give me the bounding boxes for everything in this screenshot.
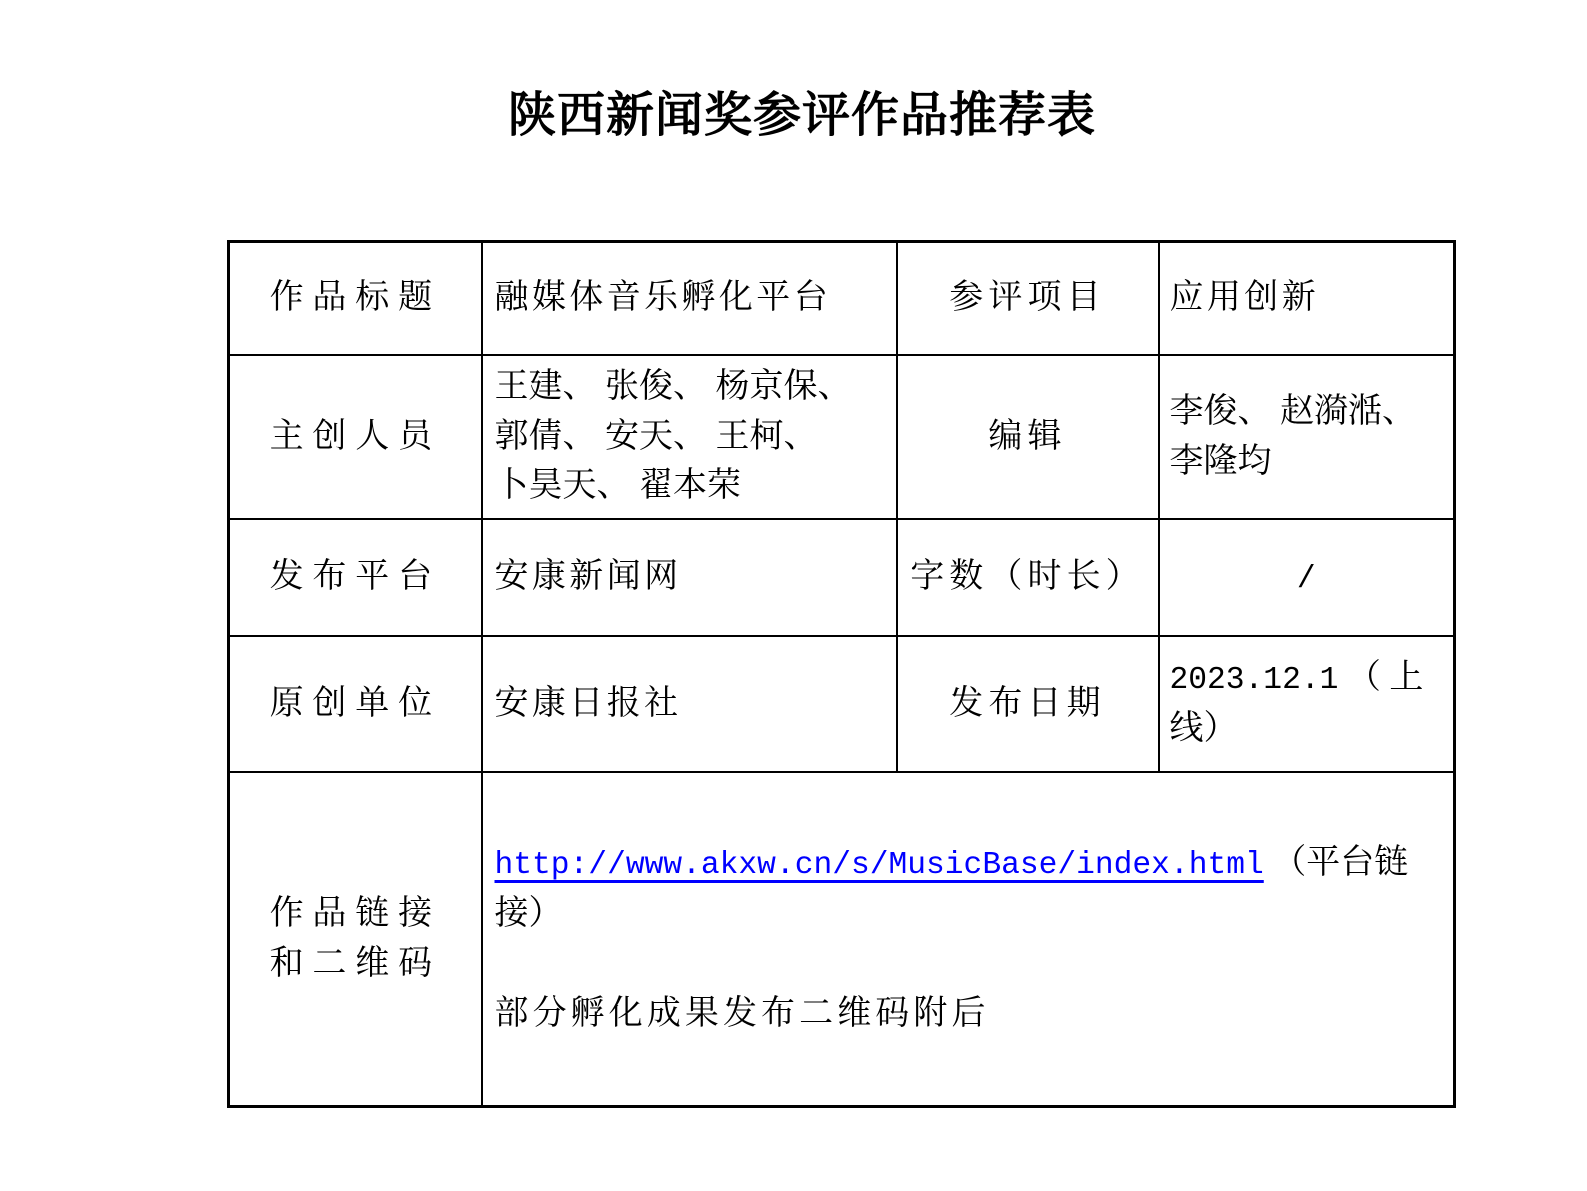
work-url-link[interactable]: http://www.akxw.cn/s/MusicBase/index.html: [494, 848, 1264, 884]
entry-category-label-cell: [897, 242, 1159, 355]
work-title-label: 作品标题: [269, 279, 441, 317]
editor-label: 编辑: [988, 417, 1067, 455]
row-creators: [229, 355, 1455, 519]
word-count-label: 字数（时长）: [910, 558, 1145, 596]
original-unit-value: 安康日报社: [494, 684, 682, 722]
link-qr-label-cell: [229, 772, 482, 1107]
entry-category-value: 应用创新: [1169, 279, 1320, 317]
original-unit-label-cell: [229, 636, 482, 772]
platform-label: 发布平台: [269, 558, 441, 596]
publish-date-label-cell: [897, 636, 1159, 772]
word-count-value: /: [1296, 561, 1316, 597]
original-unit-label: 原创单位: [269, 684, 441, 722]
editor-label-cell: [897, 355, 1159, 519]
url-paragraph: [495, 838, 1434, 939]
original-unit-value-cell: [482, 636, 897, 772]
publish-date-value-cell: [1159, 636, 1455, 772]
entry-category-value-cell: [1159, 242, 1455, 355]
qr-note-paragraph: [495, 989, 1434, 1039]
link-qr-value-cell: [482, 772, 1455, 1107]
row-link-qr: [229, 772, 1455, 1107]
editor-value-cell: [1159, 355, 1455, 519]
creators-label-cell: [229, 355, 482, 519]
work-title-value: 融媒体音乐孵化平台: [494, 279, 832, 317]
platform-label-cell: [229, 519, 482, 636]
editor-value: 李俊、 赵漪湉、 李隆均: [1169, 392, 1416, 480]
row-platform: [229, 519, 1455, 636]
word-count-value-cell: [1159, 519, 1455, 636]
link-qr-label: 作品链接和二维码: [269, 894, 441, 982]
publish-date-note: （ 上线）: [1169, 659, 1424, 747]
url-suffix-text: （平台链接）: [494, 844, 1409, 933]
row-original-unit: [229, 636, 1455, 772]
platform-value-cell: [482, 519, 897, 636]
recommendation-table: [227, 240, 1456, 1108]
work-title-value-cell: [482, 242, 897, 355]
publish-date-value: 2023.12.1: [1169, 663, 1339, 699]
page-title: 陕西新闻奖参评作品推荐表: [507, 89, 1096, 142]
creators-label: 主创人员: [269, 417, 441, 455]
publish-date-label: 发布日期: [949, 684, 1106, 722]
word-count-label-cell: [897, 519, 1159, 636]
work-title-label-cell: [229, 242, 482, 355]
creators-value: 王建、 张俊、 杨京保、 郭倩、 安天、 王柯、 卜昊天、 翟本荣: [494, 367, 852, 505]
platform-value: 安康新闻网: [494, 558, 682, 596]
entry-category-label: 参评项目: [949, 279, 1106, 317]
qr-note-text: 部分孵化成果发布二维码附后: [494, 995, 990, 1033]
row-work-title: [229, 242, 1455, 355]
creators-value-cell: [482, 355, 897, 519]
